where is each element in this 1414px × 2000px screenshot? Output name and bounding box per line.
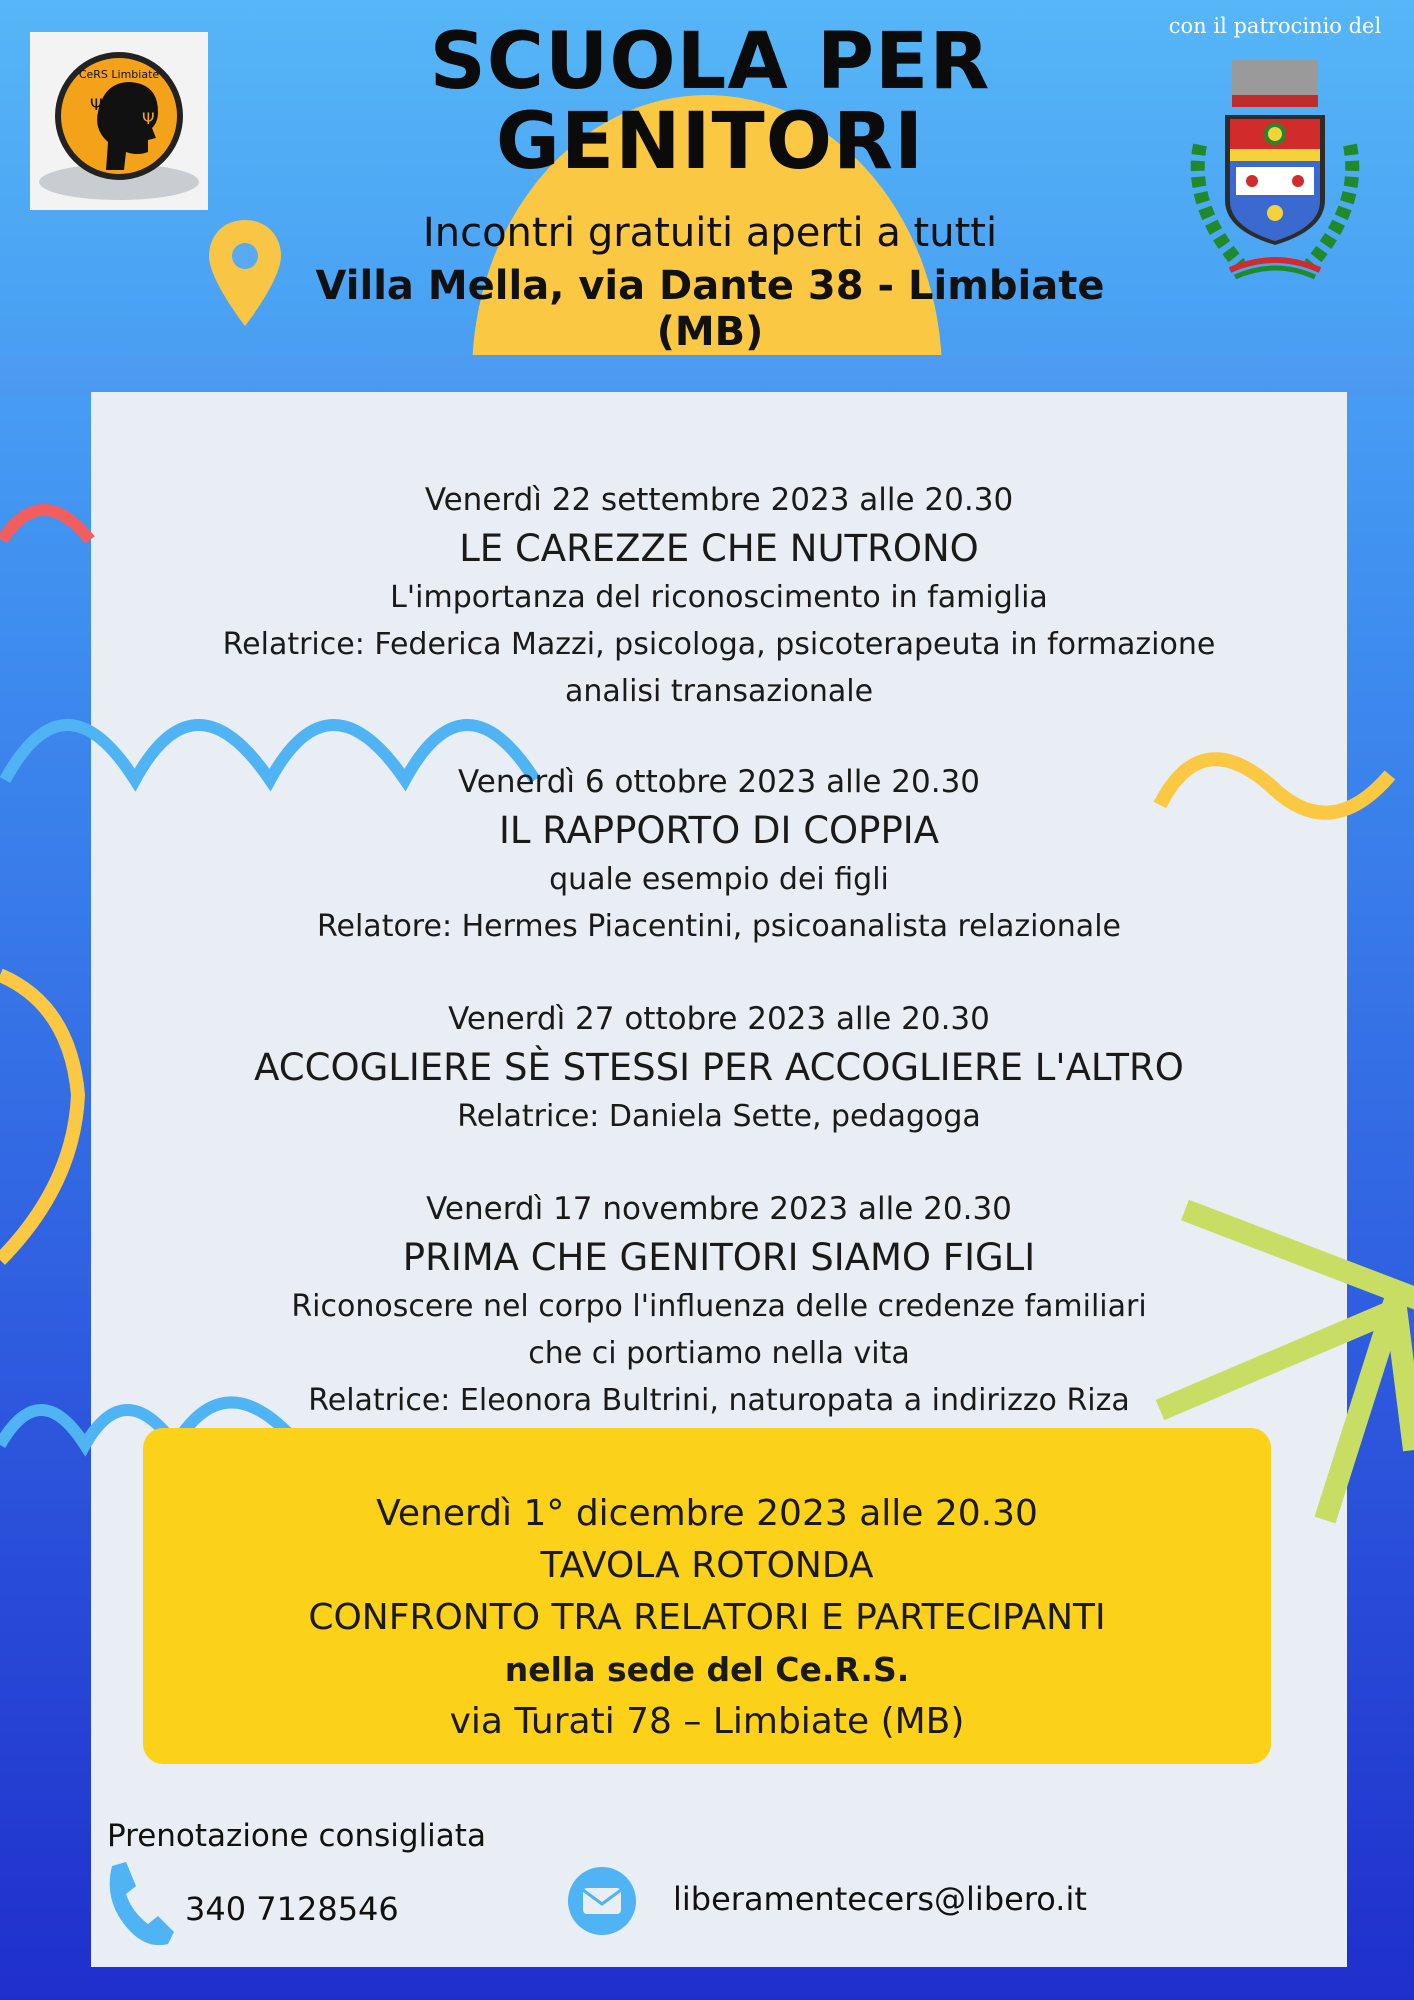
event-4-speaker: Relatrice: Eleonora Bultrini, naturopata a indirizzo Riza xyxy=(308,1383,1130,1418)
event-1 xyxy=(91,477,1347,715)
booking-label: Prenotazione consigliata xyxy=(107,1818,486,1854)
svg-text:Ψ: Ψ xyxy=(90,95,103,114)
title-line2: GENITORI xyxy=(495,97,925,187)
mail-icon xyxy=(567,1866,637,1936)
red-arc xyxy=(2,510,90,540)
event-2-speaker: Relatore: Hermes Piacentini, psicoanalista relazionale xyxy=(317,909,1121,944)
patronage-text: con il patrocinio del xyxy=(1168,14,1382,38)
phone-icon xyxy=(104,1860,174,1945)
event-3 xyxy=(91,996,1347,1140)
event-1-subtitle: L'importanza del riconoscimento in famiglia xyxy=(390,580,1048,615)
yellow-curve-left xyxy=(0,975,78,1260)
event-1-date: Venerdì 22 settembre 2023 alle 20.30 xyxy=(424,482,1014,518)
event-3-date: Venerdì 27 ottobre 2023 alle 20.30 xyxy=(448,1001,990,1037)
title-line1: SCUOLA PER xyxy=(429,17,991,107)
final-event-subtitle: CONFRONTO TRA RELATORI E PARTECIPANTI xyxy=(308,1597,1106,1638)
municipal-crest xyxy=(1180,55,1370,300)
event-2 xyxy=(91,759,1347,950)
svg-text:Ψ: Ψ xyxy=(142,109,155,128)
event-1-speaker: Relatrice: Federica Mazzi, psicologa, psicoterapeuta in formazione xyxy=(222,627,1216,662)
final-event xyxy=(143,1488,1271,1748)
event-1-speaker-cont: analisi transazionale xyxy=(564,674,874,709)
cers-logo xyxy=(30,32,208,210)
final-event-address: via Turati 78 – Limbiate (MB) xyxy=(449,1701,965,1742)
sun-mask xyxy=(0,355,1414,395)
event-4 xyxy=(91,1186,1347,1424)
event-4-subtitle-cont: che ci portiamo nella vita xyxy=(528,1336,910,1371)
location-pin-icon xyxy=(205,218,285,328)
event-2-date: Venerdì 6 ottobre 2023 alle 20.30 xyxy=(457,764,981,800)
final-event-date: Venerdì 1° dicembre 2023 alle 20.30 xyxy=(376,1493,1038,1534)
event-4-subtitle: Riconoscere nel corpo l'influenza delle credenze familiari xyxy=(291,1289,1147,1324)
event-4-title: PRIMA CHE GENITORI SIAMO FIGLI xyxy=(402,1236,1036,1279)
event-1-title: LE CAREZZE CHE NUTRONO xyxy=(459,527,979,570)
event-3-speaker: Relatrice: Daniela Sette, pedagoga xyxy=(457,1099,981,1134)
email-address[interactable]: liberamentecers@libero.it xyxy=(673,1880,1087,1918)
subtitle: Incontri gratuiti aperti a tutti xyxy=(422,210,998,256)
event-4-date: Venerdì 17 novembre 2023 alle 20.30 xyxy=(426,1191,1012,1227)
page-title xyxy=(330,17,1090,187)
final-event-location: nella sede del Ce.R.S. xyxy=(504,1650,910,1689)
event-2-title: IL RAPPORTO DI COPPIA xyxy=(498,809,940,852)
venue: Villa Mella, via Dante 38 - Limbiate (MB) xyxy=(315,263,1105,355)
final-event-title: TAVOLA ROTONDA xyxy=(540,1545,874,1586)
phone-number[interactable]: 340 7128546 xyxy=(185,1890,399,1928)
event-3-title: ACCOGLIERE SÈ STESSI PER ACCOGLIERE L'ALTRO xyxy=(254,1046,1184,1089)
logo-text: CeRS Limbiate xyxy=(78,68,160,81)
event-2-subtitle: quale esempio dei figli xyxy=(549,862,889,897)
